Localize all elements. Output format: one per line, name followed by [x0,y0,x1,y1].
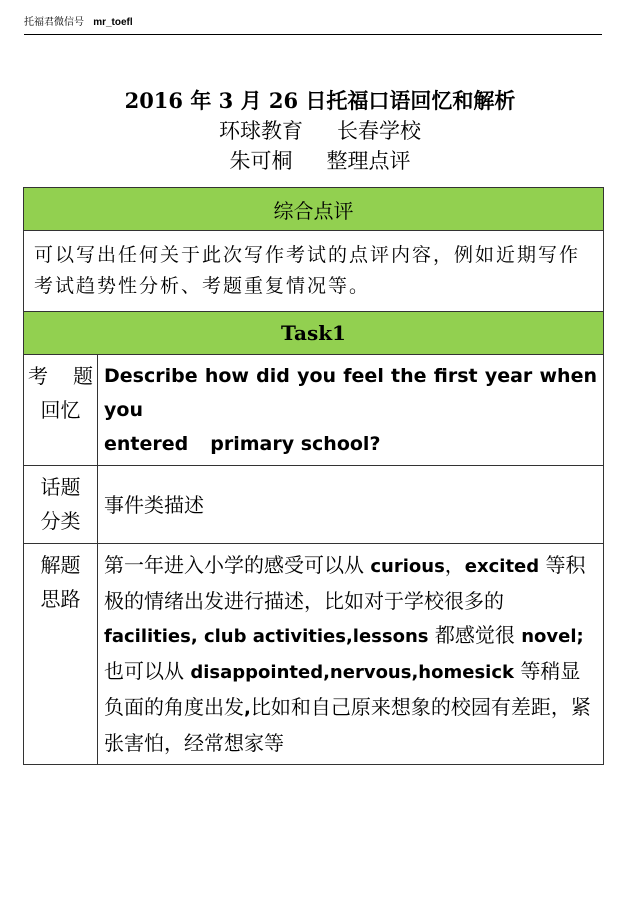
approach-text-part: 也可以从 [104,659,191,683]
task-heading: Task1 [24,312,604,355]
page-header [24,16,600,30]
approach-keyword: , [244,698,251,719]
approach-keyword: facilities, club activities,lessons [104,626,429,647]
category-text: 事件类描述 [98,466,604,544]
approach-text-part: 都感觉很 [428,623,522,647]
title-org: 环球教育 [219,119,303,143]
category-label-line-1: 话题 [40,475,81,499]
approach-label-line-2: 思路 [40,587,81,611]
document-title [0,86,640,176]
analysis-table [23,187,604,765]
approach-text-part: 等积极的情绪出发进行描述，比如对于学校很多的 [104,553,586,613]
approach-keyword: excited [464,556,540,577]
category-label [24,466,98,544]
summary-heading: 综合点评 [24,188,604,231]
approach-keyword: curious [370,556,445,577]
question-text [98,355,604,466]
question-line-2a: entered [104,433,189,455]
question-label [24,355,98,466]
question-label-line-2: 回忆 [40,398,81,422]
approach-label [24,544,98,765]
approach-text-part: 等稍显负面的角度出发 [104,659,581,719]
title-line-3 [0,146,640,176]
approach-label-line-1: 解题 [40,553,81,577]
title-author: 朱可桐 [229,149,293,173]
title-school: 长春学校 [337,119,421,143]
approach-keyword: disappointed,nervous,homesick [190,662,514,683]
approach-text-part: 比如和自己原来想象的校园有差距，紧张害怕，经常想家等 [104,695,591,755]
title-line-1: 2016 年 3 月 26 日托福口语回忆和解析 [124,88,516,113]
question-label-line-1: 考 题 [28,364,93,388]
header-divider [24,34,602,35]
header-wechat-id: mr_toefl [93,17,133,28]
approach-text-part: ， [444,553,465,577]
title-line-2 [0,116,640,146]
header-source-label: 托福君微信号 [24,17,84,28]
approach-text-part: 第一年进入小学的感受可以从 [104,553,371,577]
question-line-1: Describe how did you feel the first year when you [104,365,597,421]
approach-keyword: novel; [521,626,584,647]
question-line-2b: primary school? [210,433,381,455]
category-label-line-2: 分类 [40,509,81,533]
summary-text: 可以写出任何关于此次写作考试的点评内容，例如近期写作考试趋势性分析、考题重复情况等。 [24,231,604,312]
approach-text [98,544,604,765]
title-role: 整理点评 [326,149,411,173]
